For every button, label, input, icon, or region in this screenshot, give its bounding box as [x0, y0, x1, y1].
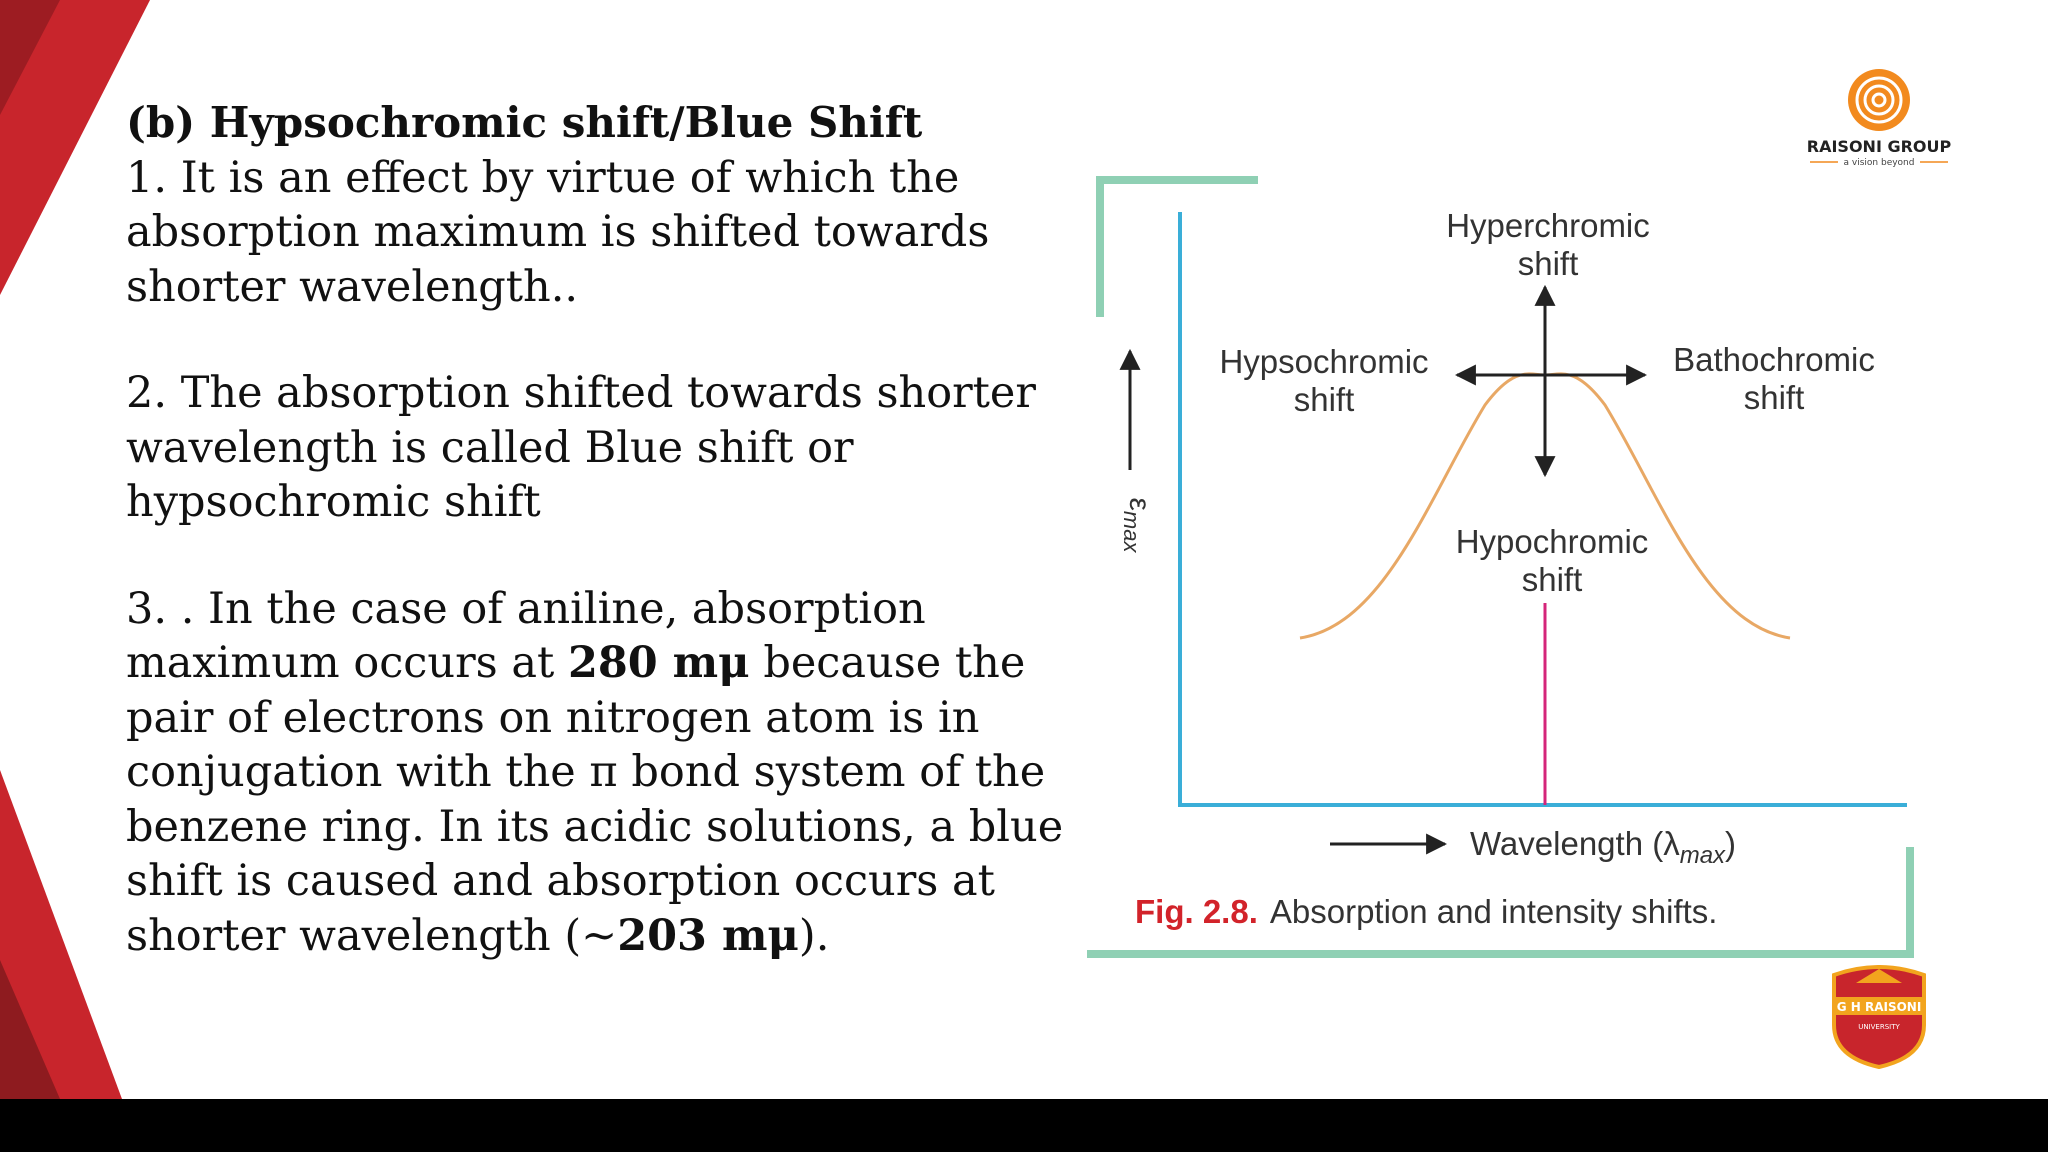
slide-heading: (b) Hypsochromic shift/Blue Shift	[126, 98, 923, 147]
caption-text: Absorption and intensity shifts.	[1269, 893, 1718, 930]
seal-name: G H RAISONI	[1836, 1000, 1922, 1014]
point-3-line	[126, 636, 1096, 691]
point-1-line: 1. It is an effect by virtue of which the	[126, 152, 960, 203]
x-axis-text: Wavelength (λ	[1470, 825, 1680, 862]
bathochromic-label: Bathochromic	[1673, 341, 1875, 378]
point-3-text: because the	[749, 638, 1026, 688]
point-3-line: 3. . In the case of aniline, absorption	[126, 583, 926, 634]
caption-number: Fig. 2.8.	[1135, 893, 1258, 930]
figure-caption	[1135, 893, 1717, 930]
raisoni-group-logo-icon	[1800, 66, 1958, 176]
hyperchromic-label-shift: shift	[1517, 245, 1579, 282]
hypsochromic-label-shift: shift	[1293, 381, 1355, 418]
acidic-wavelength-value: 203 mμ	[617, 910, 799, 961]
gh-raisoni-university-seal	[1826, 965, 1932, 1069]
point-2-line: hypsochromic shift	[126, 477, 541, 527]
raisoni-group-name: RAISONI GROUP	[1806, 137, 1952, 156]
point-2-line: wavelength is called Blue shift or	[126, 422, 854, 473]
point-1-line: shorter wavelength..	[126, 261, 579, 312]
point-1	[126, 151, 1096, 315]
aniline-wavelength-value: 280 mμ	[567, 638, 750, 688]
bathochromic-label-shift: shift	[1743, 379, 1805, 416]
point-1-line: absorption maximum is shifted towards	[126, 207, 990, 257]
point-3-line: pair of electrons on nitrogen atom is in	[126, 692, 980, 743]
epsilon-symbol: ε	[1123, 497, 1156, 511]
point-2	[126, 366, 1096, 530]
point-3-text: ).	[798, 910, 830, 961]
x-axis-close: )	[1725, 825, 1737, 862]
point-3-line: benzene ring. In its acidic solutions, a blue	[126, 801, 1064, 852]
figure-diagram	[1085, 165, 1925, 965]
absorption-shift-figure	[1085, 165, 1925, 965]
y-axis-label	[1119, 498, 1156, 554]
x-axis-label	[1470, 825, 1736, 869]
point-2-line: 2. The absorption shifted towards shorter	[126, 368, 1036, 418]
x-axis-subscript: max	[1679, 842, 1726, 869]
point-3	[126, 582, 1096, 964]
raisoni-group-tagline: a vision beyond	[1843, 158, 1915, 168]
seal-sub: UNIVERSITY	[1858, 1023, 1900, 1031]
point-3-line: conjugation with the π bond system of the	[126, 747, 1046, 797]
hypochromic-label-shift: shift	[1521, 561, 1583, 598]
hypochromic-label: Hypochromic	[1455, 523, 1649, 560]
raisoni-group-logo	[1800, 66, 1958, 176]
slide-text	[126, 96, 1096, 1015]
point-3-line: shift is caused and absorption occurs at	[126, 856, 995, 906]
university-seal-icon	[1826, 965, 1932, 1069]
hyperchromic-label: Hyperchromic	[1446, 207, 1650, 244]
hypsochromic-label: Hypsochromic	[1219, 343, 1429, 380]
point-3-line	[126, 909, 1096, 964]
point-3-text: shorter wavelength (~	[126, 910, 618, 961]
point-3-text: maximum occurs at	[126, 638, 568, 688]
bottom-black-bar	[0, 1099, 2048, 1152]
y-axis-subscript: max	[1119, 510, 1144, 553]
